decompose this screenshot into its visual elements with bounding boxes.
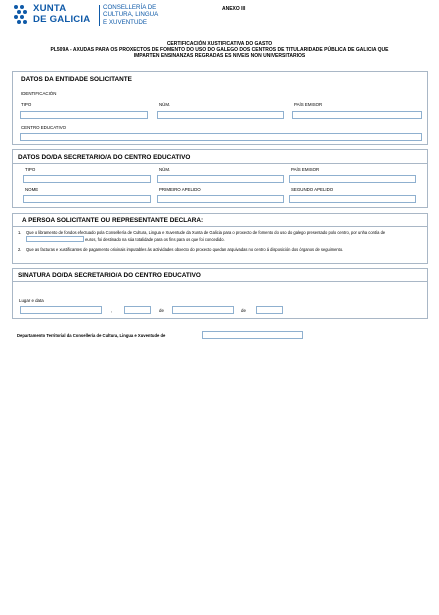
- xunta-logo-icon: [14, 5, 29, 26]
- logo-department: [103, 4, 158, 26]
- comma-separator: ,: [111, 308, 113, 313]
- de-label-2: de: [241, 308, 246, 313]
- secretary-pais-field[interactable]: [289, 175, 416, 183]
- centro-label: CENTRO EDUCATIVO: [21, 125, 67, 130]
- declaration-item-1-text: [26, 230, 416, 244]
- section-applicant-title: DATOS DA ENTIDADE SOLICITANTE: [21, 76, 132, 83]
- section-secretary-divider: [13, 163, 427, 164]
- declaration-item-2-text: Que as facturas e xustificantes de pagamento orixinais imputables ás actividades obxecto do proxecto quedan arquivadas no centro á disposición dos órganos de seguimento.: [26, 247, 344, 252]
- logo-name: [33, 3, 90, 25]
- logo-line-2: DE GALICIA: [33, 14, 91, 25]
- centro-educativo-field[interactable]: [20, 133, 422, 141]
- section-signature-title: SINATURA DO/DA SECRETARIO/A DO CENTRO EDUCATIVO: [18, 272, 201, 279]
- year-field[interactable]: [256, 306, 283, 314]
- dept-line-1: CONSELLERÍA DE: [103, 4, 157, 11]
- dept-line-2: CULTURA, LINGUA: [103, 11, 159, 19]
- place-date-label: Lugar e data: [19, 298, 44, 303]
- month-field[interactable]: [172, 306, 234, 314]
- section-applicant: [12, 71, 428, 145]
- secretary-apelido1-field[interactable]: [157, 195, 284, 203]
- section-declaration-title: A PERSOA SOLICITANTE OU REPRESENTANTE DECLARA:: [22, 217, 204, 224]
- identification-label: IDENTIFICACIÓN: [21, 91, 57, 96]
- sec-tipo-label: TIPO: [25, 167, 36, 172]
- logo-separator: [99, 5, 100, 26]
- section-signature-divider: [13, 281, 427, 282]
- declaration-item-1-part2: euros, foi destinado na súa totalidade para os fins para os que foi concedido.: [85, 237, 225, 243]
- de-label-1: de: [159, 308, 164, 313]
- secretary-tipo-field[interactable]: [23, 175, 151, 183]
- declaration-item-2: [18, 247, 422, 261]
- declaration-item-1-number: 1.: [18, 230, 22, 235]
- sec-num-label: NÚM.: [159, 167, 171, 172]
- sec-nome-label: NOME: [25, 187, 39, 192]
- sec-pais-label: PAÍS EMISOR: [291, 167, 320, 172]
- department-field[interactable]: [202, 331, 303, 339]
- doc-subtitle-1: PL509A - AXUDAS PARA OS PROXECTOS DE FOMENTO DO USO DO GALEGO DOS CENTROS DE TITULARIDADE PÚBLICA DE GALICIA QUE: [50, 47, 389, 53]
- applicant-num-field[interactable]: [157, 111, 284, 119]
- dept-line-3: E XUVENTUDE: [103, 18, 148, 26]
- num-label: NÚM.: [159, 102, 171, 107]
- secretary-apelido2-field[interactable]: [289, 195, 416, 203]
- section-declaration-divider: [13, 226, 427, 227]
- place-field[interactable]: [20, 306, 102, 314]
- pais-label: PAÍS EMISOR: [294, 102, 323, 107]
- secretary-num-field[interactable]: [157, 175, 284, 183]
- secretary-nome-field[interactable]: [23, 195, 151, 203]
- day-field[interactable]: [124, 306, 151, 314]
- logo-line-1: XUNTA: [33, 3, 67, 14]
- doc-title: CERTIFICACIÓN XUSTIFICATIVA DO GASTO: [166, 41, 273, 47]
- annex-label: ANEXO III: [222, 6, 246, 12]
- section-declaration: [12, 213, 428, 264]
- sec-apelido1-label: PRIMEIRO APELIDO: [159, 187, 201, 192]
- department-label: Departamento Territorial da Consellería de Cultura, Lingua e Xuventude de: [17, 333, 166, 338]
- section-secretary-title: DATOS DO/DA SECRETARIO/A DO CENTRO EDUCATIVO: [18, 154, 191, 161]
- section-secretary: [12, 149, 428, 208]
- declaration-item-1: [18, 230, 422, 244]
- applicant-tipo-field[interactable]: [20, 111, 148, 119]
- declaration-item-2-number: 2.: [18, 247, 22, 252]
- declaration-item-1-part1: Que o libramento de fondos efectuado pola Consellería de Cultura, Lingua e Xuventude da Xunta de Galicia para o proxecto de fomento do uso do galego presentado polo centro, por unha contía de: [26, 230, 386, 235]
- section-signature: [12, 268, 428, 319]
- amount-field[interactable]: [26, 236, 84, 242]
- sec-apelido2-label: SEGUNDO APELIDO: [291, 187, 334, 192]
- applicant-pais-field[interactable]: [292, 111, 422, 119]
- doc-subtitle-2: IMPARTEN ENSINANZAS REGRADAS ES NIVEIS NON UNIVERSITARIOS: [133, 53, 306, 59]
- tipo-label: TIPO: [21, 102, 32, 107]
